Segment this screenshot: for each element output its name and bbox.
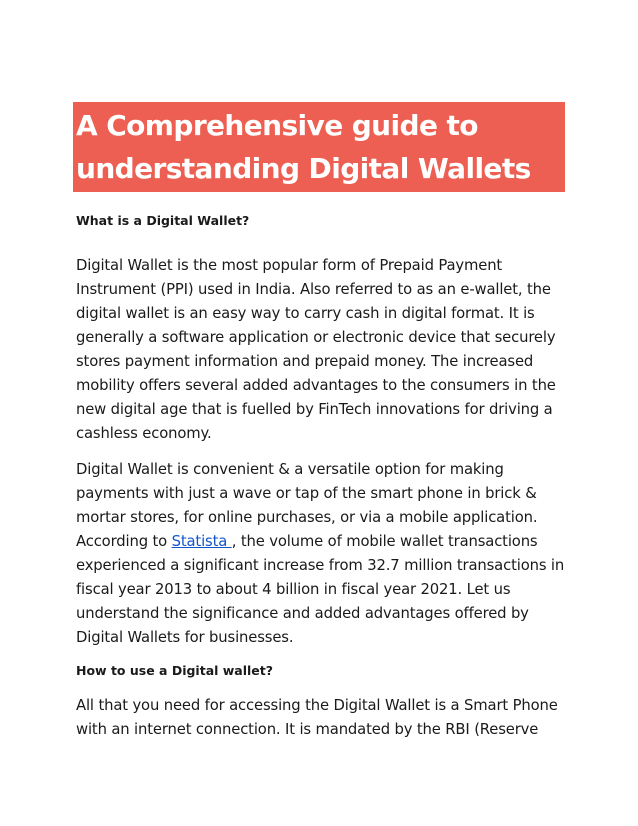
section-heading-what-is: What is a Digital Wallet? [76, 213, 250, 228]
paragraph-line: understand the significance and added advantages offered by [76, 605, 529, 622]
paragraph-line: Digital Wallet is convenient & a versatile option for making [76, 461, 504, 478]
paragraph-line: with an internet connection. It is mandated by the RBI (Reserve [76, 721, 539, 738]
paragraph-line: experienced a significant increase from 32.7 million transactions in [76, 557, 565, 574]
paragraph-line: fiscal year 2013 to about 4 billion in fiscal year 2021. Let us [76, 581, 511, 598]
paragraph-line: mobility offers several added advantages to the consumers in the [76, 377, 556, 394]
paragraph-line: generally a software application or electronic device that securely [76, 329, 556, 346]
paragraph-convenience [76, 458, 566, 650]
section-heading-how-to-use: How to use a Digital wallet? [76, 663, 274, 678]
paragraph-how-to-use [76, 694, 566, 742]
according-prefix: According to [76, 533, 172, 550]
title-banner [73, 102, 565, 192]
paragraph-line: mortar stores, for online purchases, or via a mobile application. [76, 509, 538, 526]
paragraph-line: Digital Wallets for businesses. [76, 629, 294, 646]
paragraph-line: All that you need for accessing the Digital Wallet is a Smart Phone [76, 697, 558, 714]
paragraph-line: stores payment information and prepaid money. The increased [76, 353, 534, 370]
statista-link[interactable]: Statista [171, 533, 232, 550]
title-line-2: understanding Digital Wallets [76, 152, 531, 185]
paragraph-line: Instrument (PPI) used in India. Also referred to as an e-wallet, the [76, 281, 551, 298]
paragraph-line: digital wallet is an easy way to carry cash in digital format. It is [76, 305, 535, 322]
according-suffix: , the volume of mobile wallet transactions [231, 533, 538, 550]
article-body [76, 212, 566, 742]
paragraph-line-with-link [76, 530, 566, 554]
paragraph-definition [76, 254, 566, 446]
paragraph-line: cashless economy. [76, 425, 212, 442]
paragraph-line: Digital Wallet is the most popular form of Prepaid Payment [76, 257, 503, 274]
paragraph-line: payments with just a wave or tap of the smart phone in brick & [76, 485, 537, 502]
paragraph-line: new digital age that is fuelled by FinTech innovations for driving a [76, 401, 553, 418]
title-line-1: A Comprehensive guide to [76, 109, 478, 142]
